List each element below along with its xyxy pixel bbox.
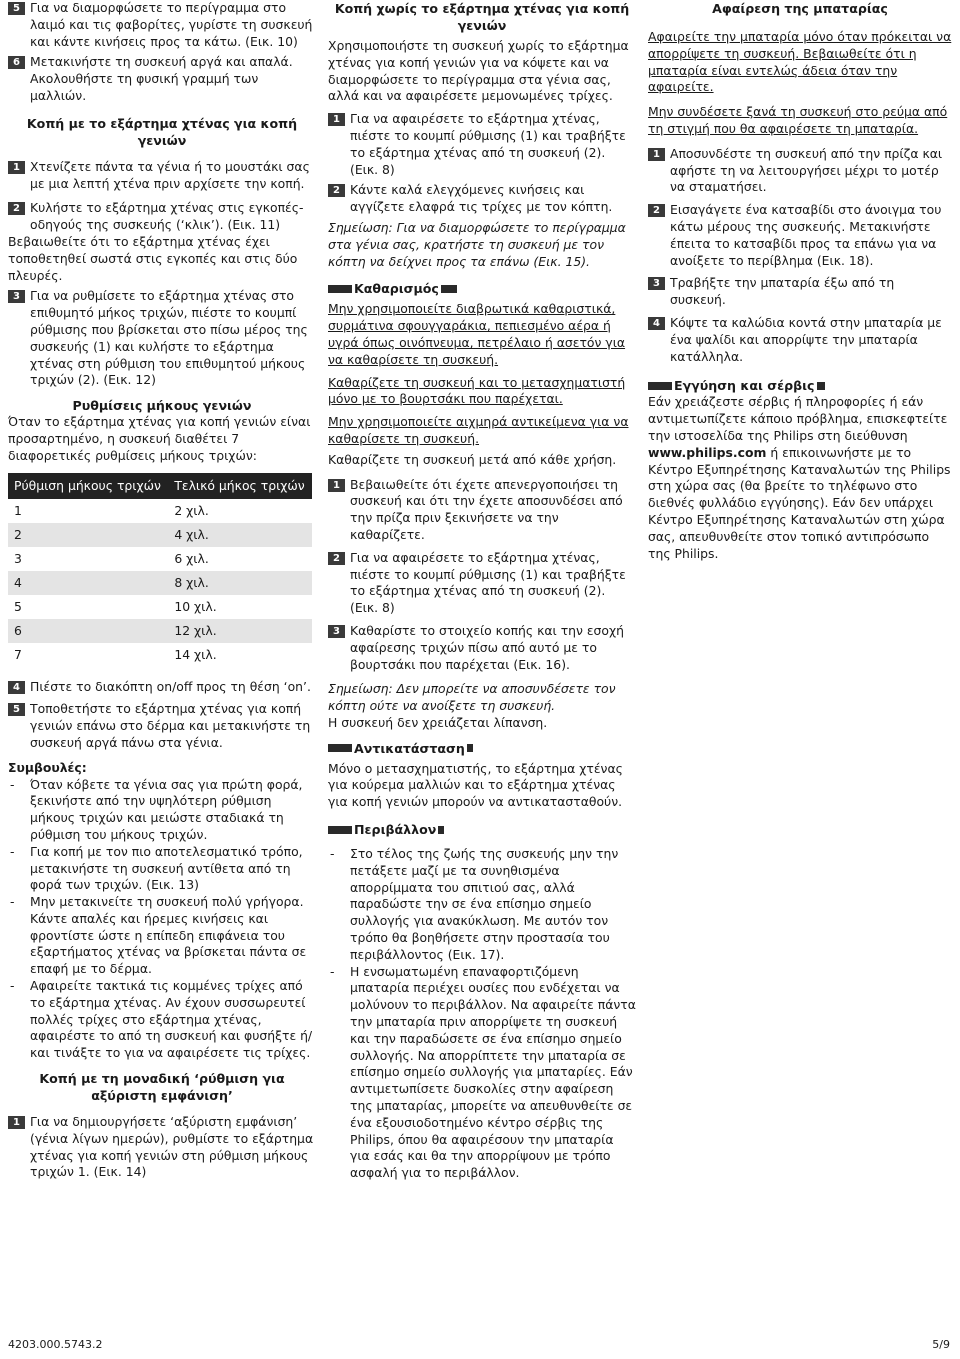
step-text: Για να αφαιρέσετε το εξάρτημα χτένας, πιέστε το κουμπί ρύθμισης (1) και τραβήξτε το εξάρτημα χτένας από τη συσκευή (2). (Εικ. 8) xyxy=(350,111,626,177)
table-cell: 2 χιλ. xyxy=(174,503,209,519)
table-row xyxy=(8,499,312,523)
step-text: Βεβαιωθείτε ότι έχετε απενεργοποιήσει τη συσκευή και ότι την έχετε αποσυνδέσει από την πρίζα πριν ξεκινήσετε να την καθαρίζετε. xyxy=(350,476,623,542)
battery-warning-2: Μην συνδέσετε ξανά τη συσκευή στο ρεύμα από τη στιγμή που θα αφαιρέσετε τη μπαταρία. xyxy=(648,104,948,136)
step-number: 3 xyxy=(328,625,345,638)
step-text: Αποσυνδέστε τη συσκευή από την πρίζα και αφήστε τη να λειτουργήσει μέχρι το μοτέρ να σταματήσει. xyxy=(670,145,943,195)
section-heading-stubble: Κοπή με τη μοναδική ‘ρύθμιση για αξύριστη εμφάνιση’ xyxy=(39,1071,285,1104)
tip-item xyxy=(8,777,316,844)
table-header: Τελικό μήκος τριχών xyxy=(168,473,312,499)
table-row xyxy=(8,619,312,643)
step-text: Κόψτε τα καλώδια κοντά στην μπαταρία με ένα ψαλίδι και απορρίψτε την μπαταρία κατάλληλα. xyxy=(670,314,942,364)
env-text: Η ενσωματωμένη επαναφορτιζόμενη μπαταρία περιέχει ουσίες που ενδέχεται να μολύνουν το περιβάλλον. Να αφαιρείτε πάντα την μπαταρία πριν απορρίψετε τη συσκευή και την παραδώσετε σε ένα επίσημο σημείο συλλογής. Να απορρίπτετε την μπαταρία σε επίσημο σημείο συλλογής για μπαταρίες. Εάν αντιμετωπίσετε δυσκολίες στην αφαίρεση της μπαταρίας, μπορείτε να απευθυνθείτε σε ένα εξουσιοδοτημένο κέντρο σέρβις της Philips, όπου θα αφαιρέσουν την μπαταρία για εσάς και θα την απορρίψουν με τρόπο ασφαλή για το περιβάλλον. xyxy=(350,963,636,1181)
table-cell: 12 χιλ. xyxy=(168,619,312,643)
note-outline: Σημείωση: Για να διαμορφώσετε το περίγραμμα στα γένια σας, κρατήστε τη συσκευή με τον κόπτη να δείχνει προς τα επάνω (Εικ. 15). xyxy=(328,219,626,269)
table-cell: 3 xyxy=(14,551,22,567)
dash-marker: - xyxy=(330,963,335,979)
dash-marker: - xyxy=(10,843,15,859)
step-text: Για να διαμορφώσετε το περίγραμμα στο λαιμό και τις φαβορίτες, γυρίστε τη συσκευή και κάντε κινήσεις προς τα κάτω. (Εικ. 10) xyxy=(30,0,313,49)
clean-after-use: Καθαρίζετε τη συσκευή μετά από κάθε χρήση. xyxy=(328,451,617,467)
bar-block xyxy=(328,285,352,293)
step-number: 5 xyxy=(8,703,25,716)
bar-block xyxy=(467,744,473,752)
philips-website-link[interactable]: www.philips.com xyxy=(648,444,767,460)
section-heading-settings: Ρυθμίσεις μήκους γενιών xyxy=(72,398,252,414)
step-2-note: Βεβαιωθείτε ότι το εξάρτημα χτένας έχει τοποθετηθεί σωστά στις εγκοπές και στις δύο πλευρές. xyxy=(8,233,298,283)
env-item xyxy=(328,964,636,1182)
table-cell: 14 χιλ. xyxy=(174,647,217,663)
step-text: Τραβήξτε την μπαταρία έξω από τη συσκευή. xyxy=(670,275,895,308)
section-heading-battery: Αφαίρεση της μπαταρίας xyxy=(712,1,888,16)
column-3 xyxy=(648,0,952,562)
warranty-text-a: Εάν χρειάζεστε σέρβις ή πληροφορίες ή εάν αντιμετωπίζετε κάποιο πρόβλημα, επισκεφτείτε την ιστοσελίδα της Philips στη διεύθυνση xyxy=(648,394,948,443)
step-text: Τοποθετήστε το εξάρτημα χτένας για κοπή γενιών επάνω στο δέρμα και μετακινήστε τη συσκευή αργά πάνω στα γένια. xyxy=(30,701,311,750)
step-number: 1 xyxy=(8,1116,25,1129)
dash-marker: - xyxy=(10,978,15,994)
clean-step-1 xyxy=(328,477,636,544)
bar-block xyxy=(441,285,457,293)
clean-warning-2: Καθαρίζετε τη συσκευή και το μετασχηματιστή μόνο με το βουρτσάκι που παρέχεται. xyxy=(328,374,626,407)
step-5b xyxy=(8,701,316,751)
page-number: 5/9 xyxy=(932,1338,950,1351)
bar-block xyxy=(328,826,352,834)
step-number: 1 xyxy=(328,479,345,492)
nocomb-step-1 xyxy=(328,111,636,178)
section-heading-warranty: Εγγύηση και σέρβις xyxy=(674,378,815,394)
bar-block xyxy=(817,382,825,390)
settings-intro: Όταν το εξάρτημα χτένας για κοπή γενιών είναι προσαρτημένο, η συσκευή διαθέτει 7 διαφορετικές ρυθμίσεις μήκους τριχών: xyxy=(8,414,311,463)
table-row xyxy=(8,523,312,547)
tip-text: Όταν κόβετε τα γένια σας για πρώτη φορά, ξεκινήστε από την υψηλότερη ρύθμιση μήκους τριχών και μειώστε σταδιακά τη ρύθμιση του μήκους τριχών. xyxy=(30,776,303,842)
table-cell: 5 xyxy=(14,599,22,615)
step-number: 2 xyxy=(328,184,345,197)
step-number: 2 xyxy=(648,204,665,217)
document-code: 4203.000.5743.2 xyxy=(8,1338,103,1351)
bar-block xyxy=(328,744,352,752)
env-item xyxy=(328,846,636,964)
step-text: Πιέστε το διακόπτη on/off προς τη θέση ‘on’. xyxy=(30,678,311,694)
clean-warning-1: Μην χρησιμοποιείτε διαβρωτικά καθαριστικά, συρμάτινα σφουγγαράκια, πεπιεσμένο αέρα ή υγρά όπως οινόπνευμα, πετρέλαιο ή ασετόν για να καθαρίσετε τη συσκευή. xyxy=(328,301,626,367)
section-bar-cleaning xyxy=(328,280,636,297)
nocomb-intro: Χρησιμοποιήστε τη συσκευή χωρίς το εξάρτημα χτένας για κοπή γενιών για να κόψετε και να διαμορφώσετε το περίγραμμα στα γένια σας, αλλά και να αφαιρέσετε μεμονωμένες τρίχες. xyxy=(328,38,629,104)
tip-text: Για κοπή με τον πιο αποτελεσματικό τρόπο, μετακινήστε τη συσκευή αντίθετα από τη φορά των τριχών. (Εικ. 13) xyxy=(30,843,303,893)
table-header-row xyxy=(8,473,312,499)
battery-step-3 xyxy=(648,275,952,309)
table-header: Ρύθμιση μήκους τριχών xyxy=(8,473,168,499)
table-row xyxy=(8,643,312,667)
stubble-step-1 xyxy=(8,1114,316,1181)
column-1 xyxy=(8,0,316,1181)
bar-block xyxy=(438,826,444,834)
table-cell: 4 χιλ. xyxy=(168,523,312,547)
warranty-text xyxy=(648,394,952,562)
table-cell: 6 xyxy=(8,619,168,643)
tip-item xyxy=(8,844,316,894)
section-heading-cleaning: Καθαρισμός xyxy=(354,281,439,297)
step-1 xyxy=(8,159,316,193)
step-number: 3 xyxy=(648,277,665,290)
section-heading-replace: Αντικατάσταση xyxy=(354,740,465,756)
step-text: Για να αφαιρέσετε το εξάρτημα χτένας, πιέστε το κουμπί ρύθμισης (1) και τραβήξτε το εξάρτημα χτένας από τη συσκευή (2). (Εικ. 8) xyxy=(350,549,626,616)
dash-marker: - xyxy=(10,776,15,792)
replace-text: Μόνο ο μετασχηματιστής, το εξάρτημα χτένας για κούρεμα μαλλιών και το εξάρτημα χτένας για κοπή γενιών μπορούν να αντικατασταθούν. xyxy=(328,760,623,810)
step-number: 1 xyxy=(328,113,345,126)
section-heading-comb: Κοπή με το εξάρτημα χτένας για κοπή γενιών xyxy=(26,115,298,148)
step-text: Εισαγάγετε ένα κατσαβίδι στο άνοιγμα του κάτω μέρους της συσκευής. Μετακινήστε έπειτα το κατσαβίδι προς τα επάνω για να ανοίξετε το περίβλημα (Εικ. 18). xyxy=(670,202,942,268)
env-text: Στο τέλος της ζωής της συσκευής μην την πετάξετε μαζί με τα συνηθισμένα απορρίμματα του σπιτιού σας, αλλά παραδώστε την σε ένα επίσημο σημείο συλλογής για ανακύκλωση. Με αυτόν τον τρόπο θα βοηθήσετε στην προστασία του περιβάλλοντος (Εικ. 17). xyxy=(350,846,619,962)
step-number: 1 xyxy=(8,161,25,174)
dash-marker: - xyxy=(10,894,15,910)
note-cutter: Σημείωση: Δεν μπορείτε να αποσυνδέσετε τον κόπτη ούτε να ανοίξετε τη συσκευή. xyxy=(328,681,616,714)
step-text: Κυλήστε το εξάρτημα χτένας στις εγκοπές-οδηγούς της συσκευής (‘κλικ’). (Εικ. 11) xyxy=(30,200,304,233)
clean-step-2 xyxy=(328,550,636,617)
length-table xyxy=(8,473,312,667)
battery-step-2 xyxy=(648,202,952,269)
table-row xyxy=(8,595,312,619)
clean-step-3 xyxy=(328,623,636,673)
column-2 xyxy=(328,0,636,1182)
battery-step-1 xyxy=(648,146,952,196)
section-heading-nocomb: Κοπή χωρίς το εξάρτημα χτένας για κοπή γενιών xyxy=(334,1,630,33)
step-6 xyxy=(8,54,316,104)
battery-warning-1: Αφαιρείτε την μπαταρία μόνο όταν πρόκειται να απορρίψετε τη συσκευή. Βεβαιωθείτε ότι η μπαταρία είναι εντελώς άδεια όταν την αφαιρείτε. xyxy=(648,29,952,95)
step-text: Χτενίζετε πάντα τα γένια ή το μουστάκι σας με μια λεπτή χτένα πριν αρχίσετε την κοπή. xyxy=(30,158,310,191)
table-cell: 7 xyxy=(14,647,22,663)
step-3 xyxy=(8,288,316,389)
table-cell: 8 χιλ. xyxy=(168,571,312,595)
battery-step-4 xyxy=(648,315,952,365)
table-cell: 2 xyxy=(8,523,168,547)
table-cell: 6 χιλ. xyxy=(174,551,209,567)
tip-text: Μην μετακινείτε τη συσκευή πολύ γρήγορα. Κάντε απαλές και ήρεμες κινήσεις και φροντίστε ώστε η επίπεδη επιφάνεια του εξαρτήματος χτένας να βρίσκεται πάντα σε επαφή με το δέρμα. xyxy=(30,894,307,977)
nocomb-step-2 xyxy=(328,182,636,216)
section-bar-replace xyxy=(328,740,636,757)
step-text: Καθαρίστε το στοιχείο κοπής και την εσοχή αφαίρεσης τριχών πίσω από αυτό με το βουρτσάκι που παρέχεται (Εικ. 16). xyxy=(350,622,625,672)
table-cell: 4 xyxy=(8,571,168,595)
step-5 xyxy=(8,0,316,50)
section-heading-environment: Περιβάλλον xyxy=(354,822,437,838)
table-cell: 1 xyxy=(14,503,22,519)
clean-warning-3: Μην χρησιμοποιείτε αιχμηρά αντικείμενα για να καθαρίσετε τη συσκευή. xyxy=(328,414,629,446)
step-text: Για να ρυθμίσετε το εξάρτημα χτένας στο επιθυμητό μήκος τριχών, πιέστε το κουμπί ρύθμισης που βρίσκεται στο πίσω μέρος της συσκευής (1) και κυλήστε το εξάρτημα χτένας στη ρύθμιση του επιθυμητού μήκους τριχών (2). (Εικ. 12) xyxy=(30,288,308,388)
step-4 xyxy=(8,679,316,696)
step-number: 4 xyxy=(8,681,25,694)
step-text: Μετακινήστε τη συσκευή αργά και απαλά. Ακολουθήστε τη φυσική γραμμή των μαλλιών. xyxy=(30,54,293,103)
tip-item xyxy=(8,894,316,978)
step-number: 2 xyxy=(328,552,345,565)
tips-title: Συμβουλές: xyxy=(8,759,87,775)
step-number: 2 xyxy=(8,202,25,215)
step-text: Για να δημιουργήσετε ‘αξύριστη εμφάνιση’ (γένια λίγων ημερών), ρυθμίστε το εξάρτημα χτένας για κοπή γενιών στη ρύθμιση μήκους τριχών 1. (Εικ. 14) xyxy=(30,1114,314,1180)
step-number: 5 xyxy=(8,2,25,15)
dash-marker: - xyxy=(330,846,335,862)
section-bar-warranty xyxy=(648,377,952,394)
table-cell: 10 χιλ. xyxy=(174,599,217,615)
step-2 xyxy=(8,200,316,234)
step-text: Κάντε καλά ελεγχόμενες κινήσεις και αγγίζετε ελαφρά τις τρίχες με τον κόπτη. xyxy=(350,182,613,215)
step-number: 1 xyxy=(648,148,665,161)
tip-item xyxy=(8,978,316,1062)
table-row xyxy=(8,571,312,595)
step-number: 3 xyxy=(8,290,25,303)
warranty-text-b: ή επικοινωνήστε με το Κέντρο Εξυπηρέτησης Καταναλωτών της Philips στη χώρα σας (θα βρείτε το τηλέφωνο στο διεθνές φυλλάδιο εγγύησης). Εάν δεν υπάρχει Κέντρο Εξυπηρέτησης Καταναλωτών στη χώρα σας, απευθυνθείτε στον τοπικό αντιπρόσωπο της Philips. xyxy=(648,444,951,561)
no-lubrication: Η συσκευή δεν χρειάζεται λίπανση. xyxy=(328,714,548,730)
step-number: 6 xyxy=(8,56,25,69)
step-number: 4 xyxy=(648,317,665,330)
bar-block xyxy=(648,382,672,390)
section-bar-environment xyxy=(328,821,636,838)
tip-text: Αφαιρείτε τακτικά τις κομμένες τρίχες από το εξάρτημα χτένας. Αν έχουν συσσωρευτεί πολλές τρίχες στο εξάρτημα χτένας, αφαιρέστε το από τη συσκευή και φυσήξτε ή/και τινάξτε το για να αφαιρέσετε τις τρίχες. xyxy=(30,978,313,1061)
table-row xyxy=(8,547,312,571)
